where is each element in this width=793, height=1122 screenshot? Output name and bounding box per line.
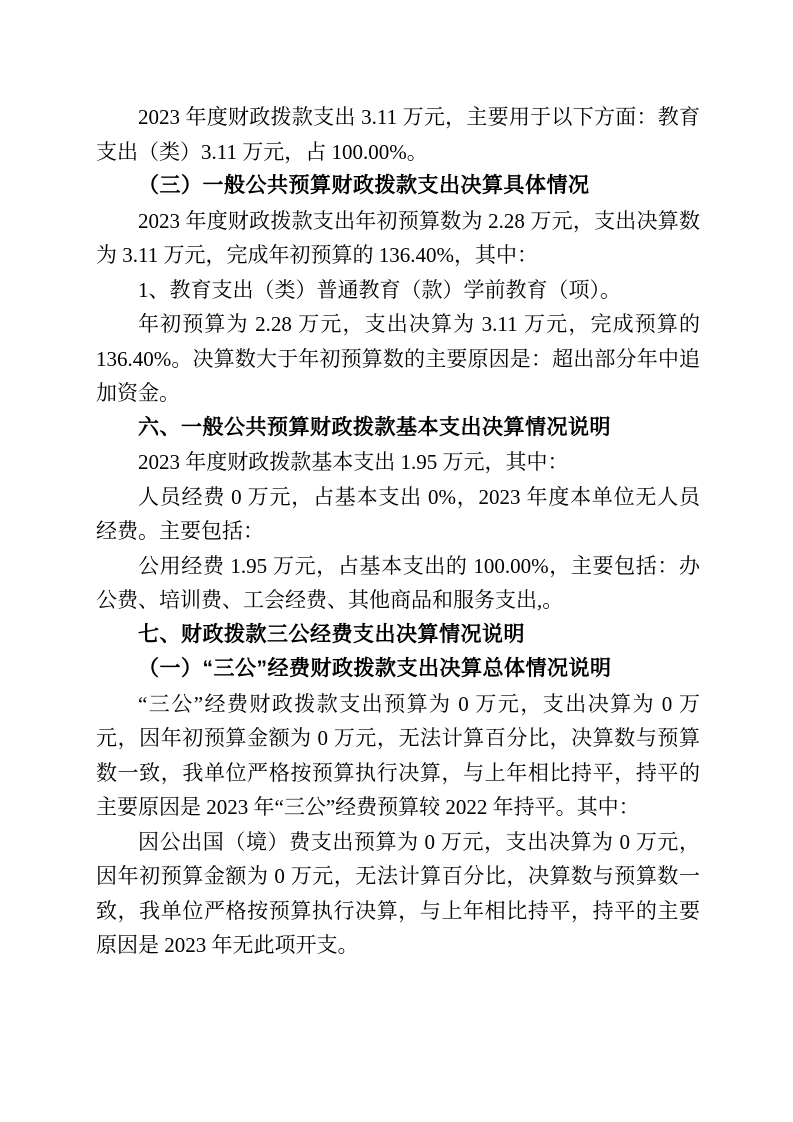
paragraph-public-expenses: 公用经费 1.95 万元，占基本支出的 100.00%，主要包括：办公费、培训费、工会经费、其他商品和服务支出,。 bbox=[96, 553, 700, 612]
heading-three-public-overall-situation: （一）“三公”经费财政拨款支出决算总体情况说明 bbox=[138, 657, 612, 680]
paragraph-budget-vs-final-accounts: 2023 年度财政拨款支出年初预算数为 2.28 万元，支出决算数为 3.11 万元，完成年初预算的 136.40%，其中： bbox=[96, 208, 700, 267]
paragraph-basic-expenditure-total: 2023 年度财政拨款基本支出 1.95 万元，其中： bbox=[138, 450, 569, 474]
heading-section-6-basic-expenditure: 六、一般公共预算财政拨款基本支出决算情况说明 bbox=[138, 415, 611, 439]
heading-section-3-specific-situation: （三）一般公共预算财政拨款支出决算具体情况 bbox=[138, 174, 590, 197]
paragraph-overseas-travel-expenses: 因公出国（境）费支出预算为 0 万元，支出决算为 0 万元，因年初预算金额为 0 万元，无法计算百分比，决算数与预算数一致，我单位严格按预算执行决算，与上年相比持平，持平的主要原因是 2023 年无此项开支。 bbox=[96, 829, 700, 957]
heading-section-7-three-public-expenses: 七、财政拨款三公经费支出决算情况说明 bbox=[138, 622, 525, 646]
paragraph-personnel-expenses: 人员经费 0 万元，占基本支出 0%，2023 年度本单位无人员经费。主要包括： bbox=[96, 484, 700, 543]
paragraph-fiscal-expenditure-summary: 2023 年度财政拨款支出 3.11 万元，主要用于以下方面：教育支出（类）3.11 万元，占 100.00%。 bbox=[96, 105, 700, 164]
paragraph-over-budget-reason: 年初预算为 2.28 万元，支出决算为 3.11 万元，完成预算的 136.40%。决算数大于年初预算数的主要原因是：超出部分年中追加资金。 bbox=[96, 312, 700, 405]
paragraph-three-public-expenses-detail: “三公”经费财政拨款支出预算为 0 万元，支出决算为 0 万元，因年初预算金额为 0 万元，无法计算百分比，决算数与预算数一致，我单位严格按预算执行决算，与上年相比持平，持平的主要原因是 2023 年“三公”经费预算较 2022 年持平。其中： bbox=[96, 691, 700, 819]
paragraph-education-expenditure-item: 1、教育支出（类）普通教育（款）学前教育（项）。 bbox=[138, 277, 621, 302]
